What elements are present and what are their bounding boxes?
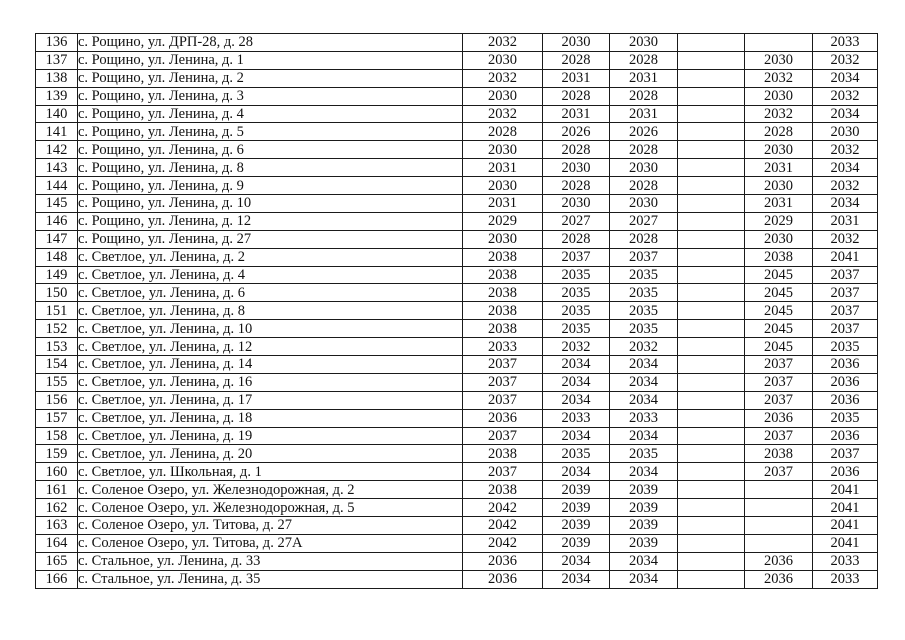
year-col-3: 2035 (610, 284, 678, 302)
address-cell: с. Рощино, ул. Ленина, д. 12 (78, 212, 463, 230)
table-row (36, 302, 878, 320)
year-col-4 (678, 320, 745, 338)
year-col-3: 2034 (610, 427, 678, 445)
year-col-2: 2039 (543, 481, 610, 499)
year-col-3: 2030 (610, 195, 678, 213)
year-col-6: 2037 (813, 320, 878, 338)
year-col-5: 2028 (745, 123, 813, 141)
year-col-5: 2037 (745, 356, 813, 374)
year-col-4 (678, 105, 745, 123)
year-col-1: 2036 (463, 570, 543, 588)
address-cell: с. Соленое Озеро, ул. Титова, д. 27А (78, 534, 463, 552)
year-col-4 (678, 356, 745, 374)
year-col-6: 2041 (813, 481, 878, 499)
row-number: 143 (36, 159, 78, 177)
table-row (36, 570, 878, 588)
year-col-6: 2034 (813, 69, 878, 87)
address-cell: с. Светлое, ул. Ленина, д. 16 (78, 373, 463, 391)
table-row (36, 552, 878, 570)
year-col-1: 2028 (463, 123, 543, 141)
table-row (36, 195, 878, 213)
address-cell: с. Рощино, ул. Ленина, д. 1 (78, 51, 463, 69)
year-col-1: 2038 (463, 481, 543, 499)
table-row (36, 87, 878, 105)
row-number: 149 (36, 266, 78, 284)
year-col-4 (678, 141, 745, 159)
year-col-5: 2038 (745, 248, 813, 266)
row-number: 166 (36, 570, 78, 588)
year-col-4 (678, 266, 745, 284)
year-col-5: 2037 (745, 391, 813, 409)
year-col-2: 2034 (543, 570, 610, 588)
table-body (36, 34, 878, 589)
row-number: 140 (36, 105, 78, 123)
year-col-1: 2037 (463, 463, 543, 481)
year-col-4 (678, 517, 745, 535)
year-col-4 (678, 51, 745, 69)
year-col-6: 2035 (813, 409, 878, 427)
year-col-4 (678, 195, 745, 213)
year-col-1: 2036 (463, 409, 543, 427)
year-col-4 (678, 284, 745, 302)
year-col-5: 2037 (745, 463, 813, 481)
address-cell: с. Соленое Озеро, ул. Железнодорожная, д. 5 (78, 499, 463, 517)
address-cell: с. Светлое, ул. Ленина, д. 18 (78, 409, 463, 427)
year-col-5: 2031 (745, 159, 813, 177)
row-number: 136 (36, 34, 78, 52)
year-col-2: 2028 (543, 230, 610, 248)
address-cell: с. Светлое, ул. Ленина, д. 14 (78, 356, 463, 374)
row-number: 142 (36, 141, 78, 159)
year-col-4 (678, 409, 745, 427)
year-col-4 (678, 248, 745, 266)
year-col-5 (745, 534, 813, 552)
year-col-5: 2045 (745, 284, 813, 302)
year-col-5: 2036 (745, 409, 813, 427)
table-row (36, 69, 878, 87)
year-col-6: 2032 (813, 141, 878, 159)
year-col-4 (678, 391, 745, 409)
table-row (36, 230, 878, 248)
year-col-1: 2042 (463, 499, 543, 517)
row-number: 153 (36, 338, 78, 356)
year-col-1: 2038 (463, 248, 543, 266)
year-col-6: 2037 (813, 445, 878, 463)
year-col-3: 2034 (610, 463, 678, 481)
year-col-1: 2038 (463, 302, 543, 320)
year-col-3: 2034 (610, 373, 678, 391)
year-col-6: 2041 (813, 248, 878, 266)
row-number: 150 (36, 284, 78, 302)
year-col-1: 2038 (463, 445, 543, 463)
year-col-1: 2033 (463, 338, 543, 356)
year-col-3: 2034 (610, 552, 678, 570)
address-cell: с. Рощино, ул. Ленина, д. 9 (78, 177, 463, 195)
year-col-4 (678, 373, 745, 391)
table-row (36, 266, 878, 284)
row-number: 164 (36, 534, 78, 552)
year-col-5: 2030 (745, 177, 813, 195)
year-col-3: 2035 (610, 302, 678, 320)
table-row (36, 105, 878, 123)
row-number: 155 (36, 373, 78, 391)
year-col-6: 2033 (813, 570, 878, 588)
address-cell: с. Светлое, ул. Ленина, д. 8 (78, 302, 463, 320)
year-col-4 (678, 302, 745, 320)
table-row (36, 463, 878, 481)
address-cell: с. Рощино, ул. Ленина, д. 2 (78, 69, 463, 87)
row-number: 137 (36, 51, 78, 69)
table-row (36, 159, 878, 177)
year-col-1: 2032 (463, 34, 543, 52)
year-col-6: 2036 (813, 463, 878, 481)
year-col-2: 2035 (543, 266, 610, 284)
year-col-3: 2037 (610, 248, 678, 266)
year-col-5: 2045 (745, 320, 813, 338)
year-col-4 (678, 427, 745, 445)
year-col-6: 2034 (813, 195, 878, 213)
year-col-2: 2030 (543, 195, 610, 213)
year-col-6: 2030 (813, 123, 878, 141)
row-number: 156 (36, 391, 78, 409)
year-col-5: 2045 (745, 266, 813, 284)
year-col-2: 2034 (543, 427, 610, 445)
year-col-1: 2029 (463, 212, 543, 230)
year-col-3: 2032 (610, 338, 678, 356)
year-col-4 (678, 481, 745, 499)
year-col-5 (745, 499, 813, 517)
year-col-2: 2026 (543, 123, 610, 141)
year-col-6: 2033 (813, 552, 878, 570)
year-col-4 (678, 534, 745, 552)
year-col-5: 2031 (745, 195, 813, 213)
year-col-2: 2035 (543, 320, 610, 338)
year-col-1: 2032 (463, 69, 543, 87)
year-col-6: 2037 (813, 266, 878, 284)
year-col-5 (745, 517, 813, 535)
year-col-4 (678, 552, 745, 570)
year-col-4 (678, 570, 745, 588)
year-col-6: 2037 (813, 302, 878, 320)
year-col-1: 2030 (463, 230, 543, 248)
year-col-6: 2036 (813, 391, 878, 409)
table-row (36, 177, 878, 195)
year-col-3: 2039 (610, 481, 678, 499)
row-number: 161 (36, 481, 78, 499)
address-cell: с. Светлое, ул. Ленина, д. 6 (78, 284, 463, 302)
year-col-5: 2045 (745, 302, 813, 320)
year-col-4 (678, 463, 745, 481)
year-col-2: 2037 (543, 248, 610, 266)
year-col-3: 2027 (610, 212, 678, 230)
year-col-5: 2030 (745, 87, 813, 105)
row-number: 139 (36, 87, 78, 105)
year-col-2: 2039 (543, 534, 610, 552)
row-number: 154 (36, 356, 78, 374)
year-col-6: 2031 (813, 212, 878, 230)
table-row (36, 338, 878, 356)
year-col-3: 2031 (610, 69, 678, 87)
year-col-4 (678, 212, 745, 230)
year-col-6: 2035 (813, 338, 878, 356)
year-col-2: 2032 (543, 338, 610, 356)
year-col-2: 2035 (543, 302, 610, 320)
address-cell: с. Рощино, ул. Ленина, д. 10 (78, 195, 463, 213)
table-row (36, 248, 878, 266)
year-col-4 (678, 338, 745, 356)
year-col-6: 2037 (813, 284, 878, 302)
year-col-1: 2032 (463, 105, 543, 123)
year-col-2: 2034 (543, 356, 610, 374)
address-cell: с. Рощино, ул. Ленина, д. 6 (78, 141, 463, 159)
year-col-2: 2035 (543, 284, 610, 302)
year-col-2: 2034 (543, 552, 610, 570)
year-col-1: 2038 (463, 284, 543, 302)
table-row (36, 391, 878, 409)
year-col-2: 2034 (543, 373, 610, 391)
table-row (36, 51, 878, 69)
row-number: 146 (36, 212, 78, 230)
year-col-1: 2030 (463, 87, 543, 105)
year-col-6: 2036 (813, 373, 878, 391)
year-col-4 (678, 159, 745, 177)
row-number: 160 (36, 463, 78, 481)
year-col-6: 2041 (813, 517, 878, 535)
year-col-1: 2031 (463, 195, 543, 213)
row-number: 159 (36, 445, 78, 463)
year-col-2: 2028 (543, 87, 610, 105)
row-number: 141 (36, 123, 78, 141)
year-col-1: 2030 (463, 177, 543, 195)
year-col-1: 2037 (463, 391, 543, 409)
address-cell: с. Светлое, ул. Школьная, д. 1 (78, 463, 463, 481)
row-number: 152 (36, 320, 78, 338)
address-cell: с. Рощино, ул. Ленина, д. 27 (78, 230, 463, 248)
year-col-3: 2028 (610, 51, 678, 69)
table-row (36, 445, 878, 463)
year-col-5 (745, 34, 813, 52)
year-col-1: 2038 (463, 320, 543, 338)
row-number: 162 (36, 499, 78, 517)
year-col-1: 2042 (463, 534, 543, 552)
address-cell: с. Рощино, ул. Ленина, д. 8 (78, 159, 463, 177)
year-col-3: 2028 (610, 141, 678, 159)
year-col-1: 2037 (463, 373, 543, 391)
year-col-5: 2030 (745, 230, 813, 248)
year-col-4 (678, 123, 745, 141)
table-row (36, 34, 878, 52)
row-number: 138 (36, 69, 78, 87)
table-row (36, 320, 878, 338)
address-cell: с. Рощино, ул. Ленина, д. 3 (78, 87, 463, 105)
year-col-1: 2030 (463, 141, 543, 159)
table-row (36, 373, 878, 391)
year-col-5: 2037 (745, 373, 813, 391)
year-col-2: 2030 (543, 34, 610, 52)
year-col-1: 2037 (463, 356, 543, 374)
year-col-3: 2034 (610, 356, 678, 374)
table-row (36, 534, 878, 552)
year-col-2: 2027 (543, 212, 610, 230)
year-col-1: 2042 (463, 517, 543, 535)
year-col-2: 2039 (543, 517, 610, 535)
address-cell: с. Рощино, ул. Ленина, д. 4 (78, 105, 463, 123)
year-col-4 (678, 177, 745, 195)
year-col-1: 2031 (463, 159, 543, 177)
year-col-4 (678, 69, 745, 87)
year-col-3: 2039 (610, 534, 678, 552)
table-row (36, 123, 878, 141)
row-number: 157 (36, 409, 78, 427)
year-col-2: 2031 (543, 105, 610, 123)
year-col-5 (745, 481, 813, 499)
year-col-6: 2034 (813, 105, 878, 123)
year-col-3: 2034 (610, 391, 678, 409)
year-col-5: 2030 (745, 141, 813, 159)
address-cell: с. Светлое, ул. Ленина, д. 12 (78, 338, 463, 356)
year-col-3: 2034 (610, 570, 678, 588)
year-col-6: 2034 (813, 159, 878, 177)
year-col-3: 2031 (610, 105, 678, 123)
year-col-6: 2032 (813, 87, 878, 105)
year-col-2: 2028 (543, 51, 610, 69)
table-row (36, 499, 878, 517)
year-col-3: 2035 (610, 445, 678, 463)
row-number: 148 (36, 248, 78, 266)
year-col-6: 2032 (813, 230, 878, 248)
year-col-4 (678, 87, 745, 105)
row-number: 158 (36, 427, 78, 445)
address-cell: с. Светлое, ул. Ленина, д. 20 (78, 445, 463, 463)
year-col-6: 2032 (813, 51, 878, 69)
year-col-3: 2030 (610, 159, 678, 177)
year-col-3: 2028 (610, 177, 678, 195)
address-cell: с. Стальное, ул. Ленина, д. 33 (78, 552, 463, 570)
year-col-2: 2031 (543, 69, 610, 87)
year-col-3: 2026 (610, 123, 678, 141)
year-col-5: 2030 (745, 51, 813, 69)
address-cell: с. Соленое Озеро, ул. Титова, д. 27 (78, 517, 463, 535)
year-col-1: 2030 (463, 51, 543, 69)
year-col-5: 2037 (745, 427, 813, 445)
address-cell: с. Рощино, ул. Ленина, д. 5 (78, 123, 463, 141)
year-col-3: 2035 (610, 320, 678, 338)
year-col-6: 2036 (813, 427, 878, 445)
year-col-3: 2039 (610, 517, 678, 535)
year-col-2: 2034 (543, 463, 610, 481)
year-col-5: 2036 (745, 570, 813, 588)
address-cell: с. Светлое, ул. Ленина, д. 10 (78, 320, 463, 338)
address-cell: с. Соленое Озеро, ул. Железнодорожная, д. 2 (78, 481, 463, 499)
year-col-5: 2029 (745, 212, 813, 230)
year-col-3: 2035 (610, 266, 678, 284)
address-cell: с. Рощино, ул. ДРП-28, д. 28 (78, 34, 463, 52)
row-number: 144 (36, 177, 78, 195)
year-col-1: 2038 (463, 266, 543, 284)
address-cell: с. Светлое, ул. Ленина, д. 17 (78, 391, 463, 409)
row-number: 165 (36, 552, 78, 570)
year-col-6: 2041 (813, 499, 878, 517)
year-col-2: 2030 (543, 159, 610, 177)
year-col-5: 2038 (745, 445, 813, 463)
address-cell: с. Светлое, ул. Ленина, д. 19 (78, 427, 463, 445)
year-col-3: 2039 (610, 499, 678, 517)
table-row (36, 517, 878, 535)
year-col-4 (678, 34, 745, 52)
table-row (36, 212, 878, 230)
row-number: 163 (36, 517, 78, 535)
row-number: 147 (36, 230, 78, 248)
table-row (36, 141, 878, 159)
year-col-2: 2035 (543, 445, 610, 463)
year-col-6: 2033 (813, 34, 878, 52)
table-row (36, 356, 878, 374)
year-col-5: 2036 (745, 552, 813, 570)
year-col-2: 2033 (543, 409, 610, 427)
year-col-6: 2036 (813, 356, 878, 374)
year-col-5: 2032 (745, 105, 813, 123)
year-col-1: 2037 (463, 427, 543, 445)
year-col-2: 2028 (543, 177, 610, 195)
repair-schedule-table (35, 33, 878, 589)
row-number: 145 (36, 195, 78, 213)
year-col-1: 2036 (463, 552, 543, 570)
year-col-4 (678, 445, 745, 463)
address-cell: с. Стальное, ул. Ленина, д. 35 (78, 570, 463, 588)
year-col-3: 2033 (610, 409, 678, 427)
row-number: 151 (36, 302, 78, 320)
year-col-3: 2028 (610, 230, 678, 248)
year-col-3: 2028 (610, 87, 678, 105)
year-col-4 (678, 499, 745, 517)
address-cell: с. Светлое, ул. Ленина, д. 4 (78, 266, 463, 284)
table-row (36, 481, 878, 499)
year-col-2: 2034 (543, 391, 610, 409)
address-cell: с. Светлое, ул. Ленина, д. 2 (78, 248, 463, 266)
table-row (36, 427, 878, 445)
year-col-6: 2041 (813, 534, 878, 552)
year-col-4 (678, 230, 745, 248)
year-col-5: 2032 (745, 69, 813, 87)
year-col-6: 2032 (813, 177, 878, 195)
year-col-5: 2045 (745, 338, 813, 356)
table-row (36, 284, 878, 302)
year-col-2: 2028 (543, 141, 610, 159)
year-col-3: 2030 (610, 34, 678, 52)
table-row (36, 409, 878, 427)
year-col-2: 2039 (543, 499, 610, 517)
